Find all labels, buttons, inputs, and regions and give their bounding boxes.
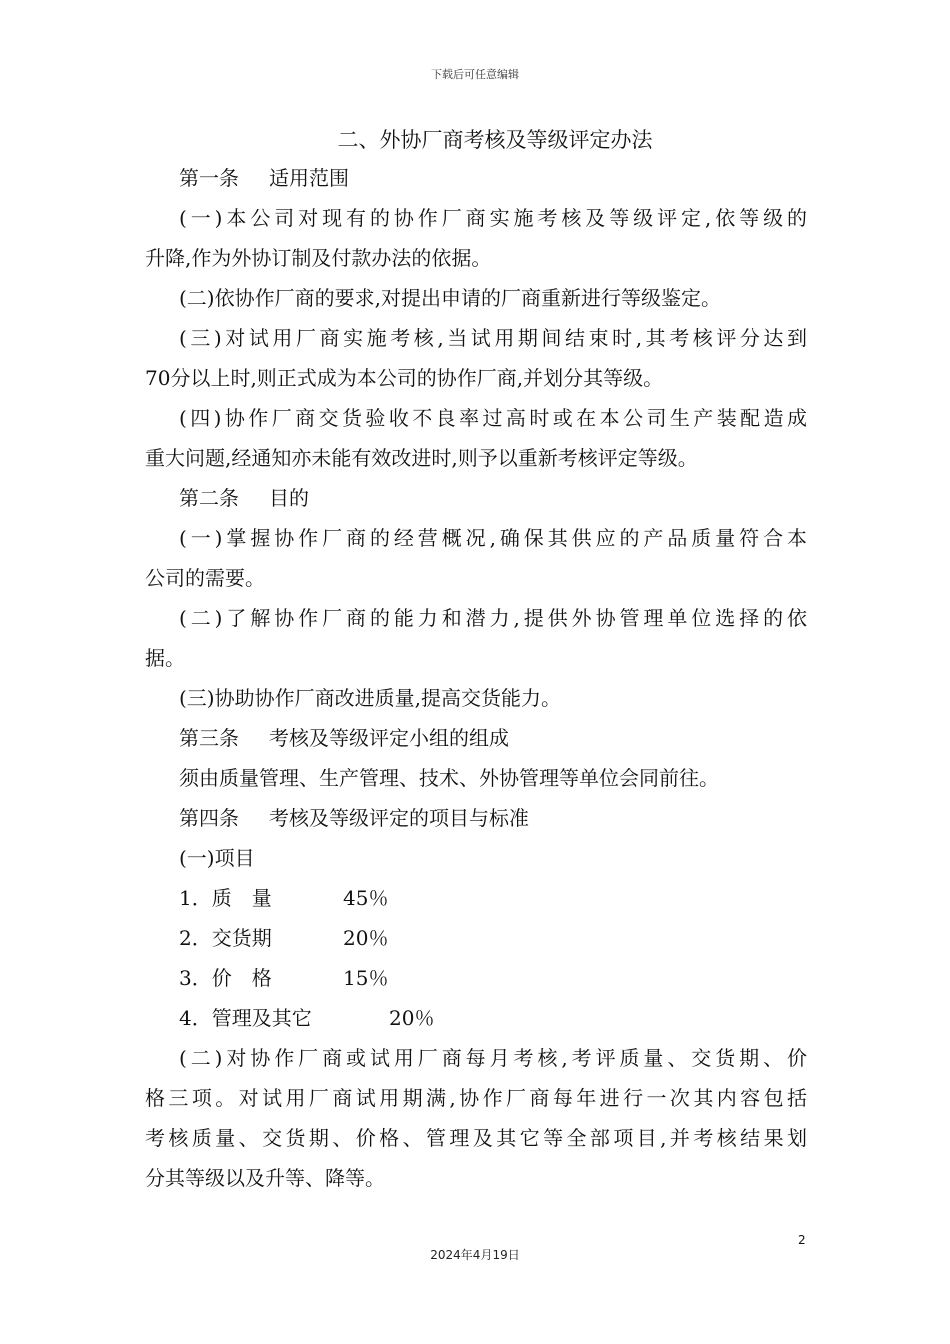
item-weight: 20％ (389, 1006, 435, 1030)
article-2-number: 第二条 (179, 486, 239, 510)
article-4-paragraph-2-line-1: (二)对协作厂商或试用厂商每月考核,考评质量、交货期、价 (179, 1046, 807, 1070)
list-item (145, 878, 807, 918)
article-3-number: 第三条 (179, 726, 239, 750)
article-3-title: 考核及等级评定小组的组成 (269, 726, 509, 750)
item-label: 4．管理及其它 (179, 1006, 312, 1030)
article-1-paragraph-4-line-2: 重大问题,经通知亦未能有效改进时,则予以重新考核评定等级。 (145, 446, 698, 470)
article-1-paragraph-3-line-1: (三)对试用厂商实施考核,当试用期间结束时,其考核评分达到 (179, 326, 807, 350)
article-2-paragraph-1-line-2: 公司的需要。 (145, 566, 265, 590)
document-body (145, 158, 807, 1198)
article-4-number: 第四条 (179, 806, 239, 830)
item-weight: 15％ (343, 966, 389, 990)
article-1-paragraph-2: (二)依协作厂商的要求,对提出申请的厂商重新进行等级鉴定。 (179, 286, 721, 310)
article-2-paragraph-1-line-1: (一)掌握协作厂商的经营概况,确保其供应的产品质量符合本 (179, 526, 807, 550)
list-item (145, 918, 807, 958)
page-header: 下载后可任意编辑 (431, 68, 519, 81)
list-item (145, 998, 807, 1038)
article-2-paragraph-2-line-1: (二)了解协作厂商的能力和潜力,提供外协管理单位选择的依 (179, 606, 807, 630)
article-1-paragraph-1-line-1: (一)本公司对现有的协作厂商实施考核及等级评定,依等级的 (179, 206, 807, 230)
article-4-paragraph-2-line-4: 分其等级以及升等、降等。 (145, 1166, 385, 1190)
article-1-heading (145, 158, 807, 198)
article-1-title: 适用范围 (269, 166, 349, 190)
list-item (145, 958, 807, 998)
item-label: 1．质 量 (179, 886, 272, 910)
article-1-paragraph-3-line-2: 70分以上时,则正式成为本公司的协作厂商,并划分其等级。 (145, 366, 664, 390)
article-4-items-heading: (一)项目 (179, 846, 255, 870)
article-2-title: 目的 (269, 486, 309, 510)
article-3-paragraph-1: 须由质量管理、生产管理、技术、外协管理等单位会同前往。 (179, 766, 719, 790)
item-label: 2．交货期 (179, 926, 272, 950)
article-1-paragraph-1-line-2: 升降,作为外协订制及付款办法的依据。 (145, 246, 492, 270)
article-2-paragraph-2-line-2: 据。 (145, 646, 185, 670)
document-title: 二、外协厂商考核及等级评定办法 (337, 128, 653, 152)
item-weight: 45％ (343, 886, 389, 910)
item-label: 3．价 格 (179, 966, 272, 990)
article-1-paragraph-4-line-1: (四)协作厂商交货验收不良率过高时或在本公司生产装配造成 (179, 406, 807, 430)
article-3-heading (145, 718, 807, 758)
article-4-title: 考核及等级评定的项目与标准 (269, 806, 529, 830)
article-4-paragraph-2-line-3: 考核质量、交货期、价格、管理及其它等全部项目,并考核结果划 (145, 1126, 807, 1150)
article-4-paragraph-2-line-2: 格三项。对试用厂商试用期满,协作厂商每年进行一次其内容包括 (145, 1086, 807, 1110)
article-4-heading (145, 798, 807, 838)
item-weight: 20％ (343, 926, 389, 950)
article-2-paragraph-3: (三)协助协作厂商改进质量,提高交货能力。 (179, 686, 561, 710)
article-2-heading (145, 478, 807, 518)
page-footer-date: 2024年4月19日 (430, 1248, 520, 1262)
page-number: 2 (798, 1233, 806, 1247)
article-1-number: 第一条 (179, 166, 239, 190)
